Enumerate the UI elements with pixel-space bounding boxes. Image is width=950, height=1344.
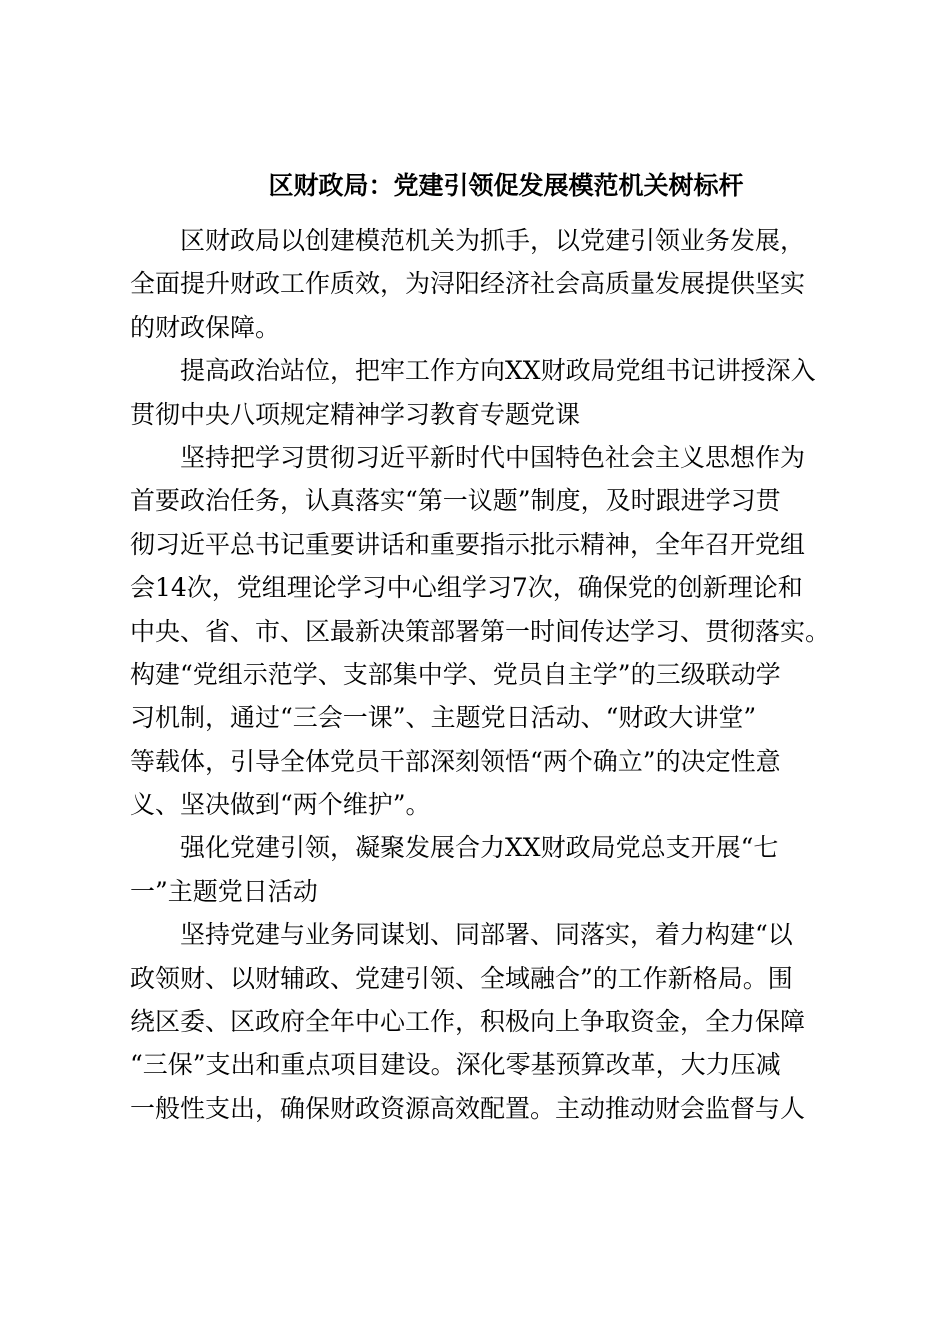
paragraph-study bbox=[130, 436, 830, 827]
paragraph-intro bbox=[130, 219, 830, 349]
paragraph-integration bbox=[130, 913, 830, 1130]
section-heading-party-building bbox=[130, 826, 830, 913]
text-line: 全面提升财政工作质效，为浔阳经济社会高质量发展提供坚实 bbox=[130, 269, 806, 299]
text-line: 一般性支出，确保财政资源高效配置。主动推动财会监督与人 bbox=[130, 1093, 806, 1123]
document-body bbox=[130, 219, 830, 1130]
text-line: 中央、省、市、区最新决策部署第一时间传达学习、贯彻落实。 bbox=[130, 616, 831, 646]
text-line: 习机制，通过“三会一课”、主题党日活动、“财政大讲堂” bbox=[130, 703, 757, 733]
section-heading-political-stance bbox=[130, 349, 830, 436]
text-line: 提高政治站位，把牢工作方向XX财政局党组书记讲授深入 bbox=[180, 356, 816, 386]
text-line: 的财政保障。 bbox=[130, 312, 281, 342]
text-line: 区财政局以创建模范机关为抓手，以党建引领业务发展， bbox=[180, 226, 806, 255]
text-line: 等载体，引导全体党员干部深刻领悟“两个确立”的决定性意 bbox=[130, 746, 781, 776]
text-line: 义、坚决做到“两个维护”。 bbox=[130, 790, 431, 820]
text-line: 首要政治任务，认真落实“第一议题”制度，及时跟进学习贯 bbox=[130, 486, 781, 516]
text-line: 强化党建引领，凝聚发展合力XX财政局党总支开展“七 bbox=[180, 833, 779, 863]
text-line: 构建“党组示范学、支部集中学、党员自主学”的三级联动学 bbox=[130, 659, 781, 689]
text-line: 贯彻中央八项规定精神学习教育专题党课 bbox=[130, 399, 581, 429]
text-line: 坚持把学习贯彻习近平新时代中国特色社会主义思想作为 bbox=[180, 442, 806, 472]
text-line: 彻习近平总书记重要讲话和重要指示批示精神，全年召开党组 bbox=[130, 529, 806, 559]
text-line: 会14次，党组理论学习中心组学习7次，确保党的创新理论和 bbox=[130, 573, 803, 603]
document-title: 区财政局：党建引领促发展模范机关树标杆 bbox=[268, 171, 744, 200]
text-line: 坚持党建与业务同谋划、同部署、同落实，着力构建“以 bbox=[180, 920, 793, 950]
text-line: 绕区委、区政府全年中心工作，积极向上争取资金，全力保障 bbox=[130, 1007, 806, 1037]
text-line: 政领财、以财辅政、党建引领、全域融合”的工作新格局。围 bbox=[130, 963, 793, 993]
text-line: “三保”支出和重点项目建设。深化零基预算改革，大力压减 bbox=[130, 1050, 781, 1080]
text-line: 一”主题党日活动 bbox=[130, 876, 318, 906]
